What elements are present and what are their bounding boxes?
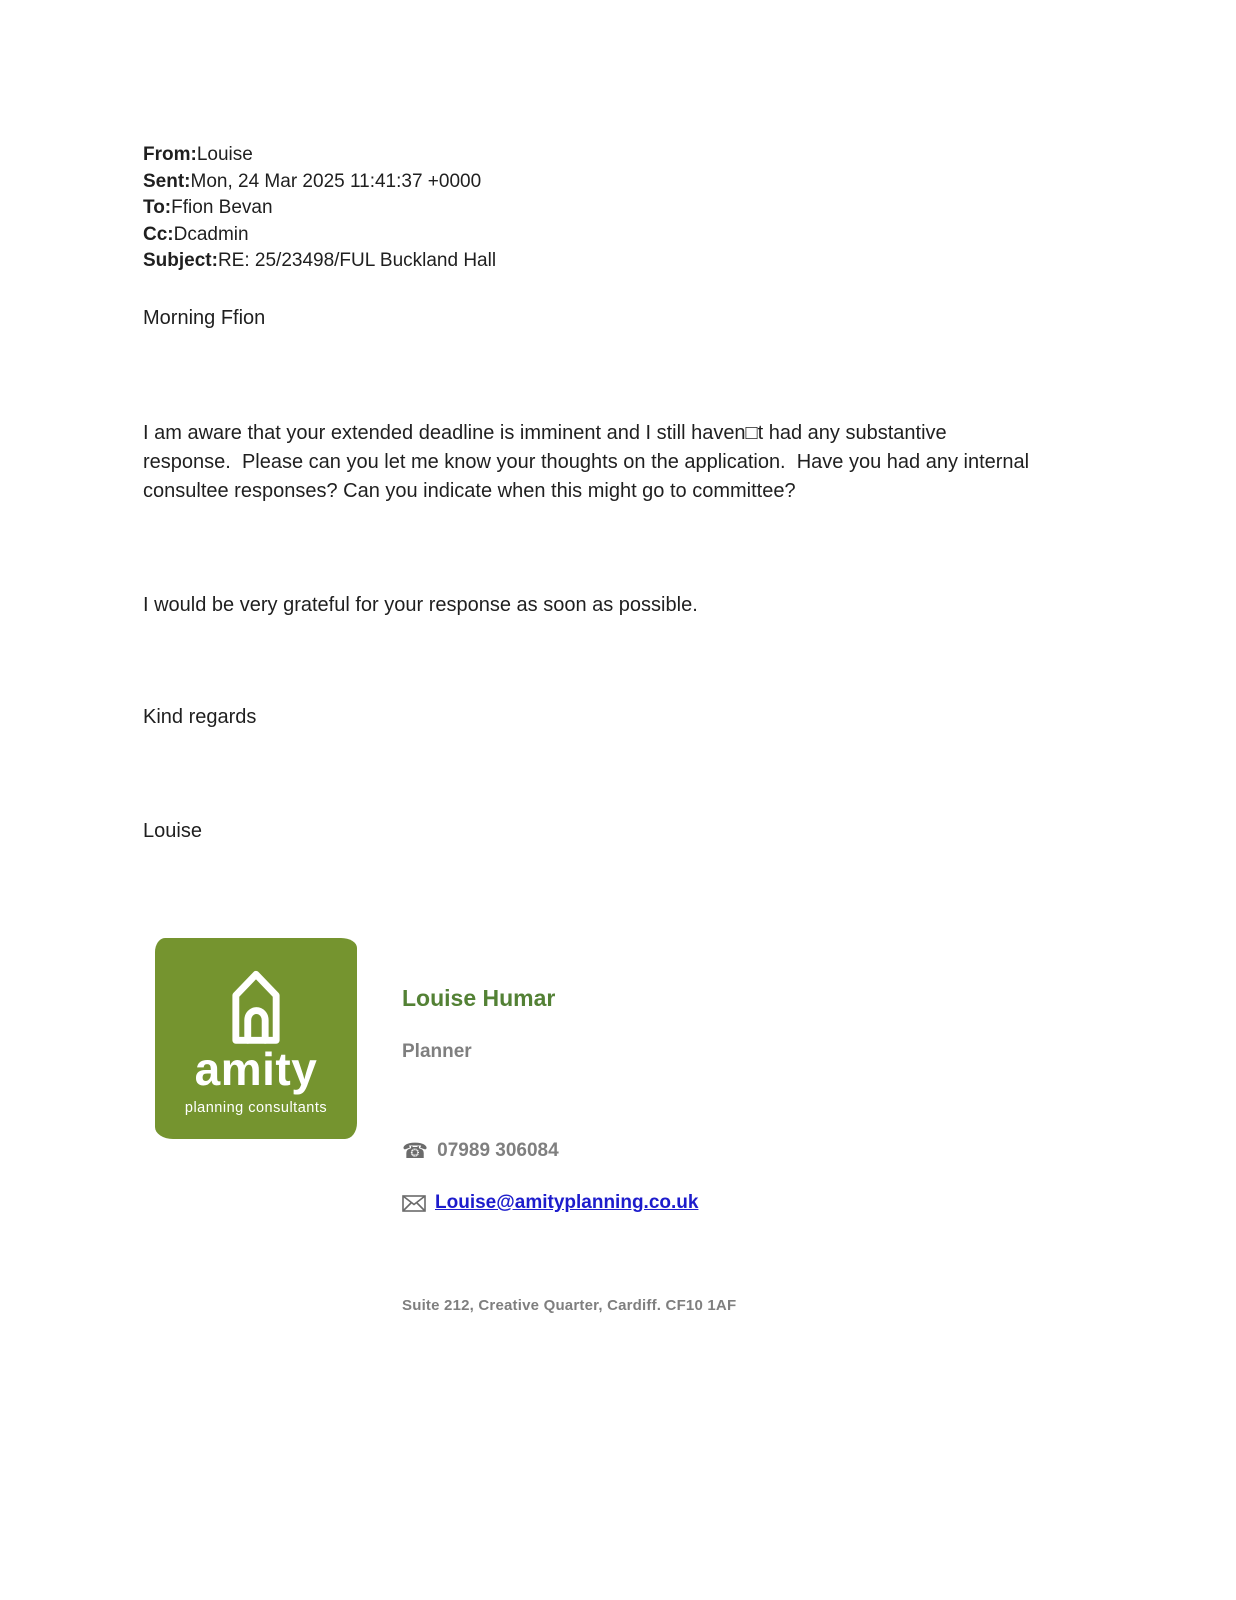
logo-tagline-text: planning consultants: [184, 1100, 328, 1116]
signoff-name: Louise: [143, 820, 202, 842]
signature-name: Louise Humar: [402, 985, 556, 1011]
header-row-subject: [143, 248, 496, 275]
header-row-sent: [143, 169, 496, 196]
phone-icon: ☎: [402, 1139, 429, 1163]
envelope-icon: [402, 1195, 426, 1212]
header-row-to: [143, 195, 496, 222]
header-row-cc: [143, 222, 496, 249]
amity-logo: [155, 938, 357, 1139]
to-label: To:: [143, 197, 172, 219]
logo-brand-text: amity: [194, 1043, 318, 1095]
subject-label: Subject:: [143, 250, 218, 272]
from-label: From:: [143, 144, 197, 165]
from-value: Louise: [196, 144, 253, 165]
signature-phone-row: [402, 1140, 559, 1162]
cc-label: Cc:: [143, 223, 174, 245]
closing-text: Kind regards: [143, 706, 257, 728]
sent-label: Sent:: [143, 170, 191, 192]
sent-value: Mon, 24 Mar 2025 11:41:37 +0000: [190, 170, 482, 192]
signature-email-row: [402, 1192, 698, 1214]
signature-address: Suite 212, Creative Quarter, Cardiff. CF10 1AF: [402, 1297, 737, 1314]
subject-value: RE: 25/23498/FUL Buckland Hall: [217, 250, 497, 272]
email-header: [143, 142, 496, 275]
signature-title: Planner: [402, 1041, 472, 1062]
body-paragraph: I am aware that your extended deadline is imminent and I still haven□t had any substantive response. Please can you let me know your thoughts on the application. Have you had any internal consultee responses? Can you indicate when this might go to committee?: [143, 422, 1035, 502]
house-icon: [210, 956, 302, 1044]
to-value: Ffion Bevan: [171, 197, 273, 219]
greeting-text: Morning Ffion: [143, 307, 266, 329]
cc-value: Dcadmin: [173, 223, 249, 245]
header-row-from: [143, 142, 496, 169]
email-link[interactable]: Louise@amityplanning.co.uk: [435, 1192, 699, 1213]
phone-number: 07989 306084: [437, 1140, 559, 1161]
body-paragraph: I would be very grateful for your response as soon as possible.: [143, 594, 698, 616]
